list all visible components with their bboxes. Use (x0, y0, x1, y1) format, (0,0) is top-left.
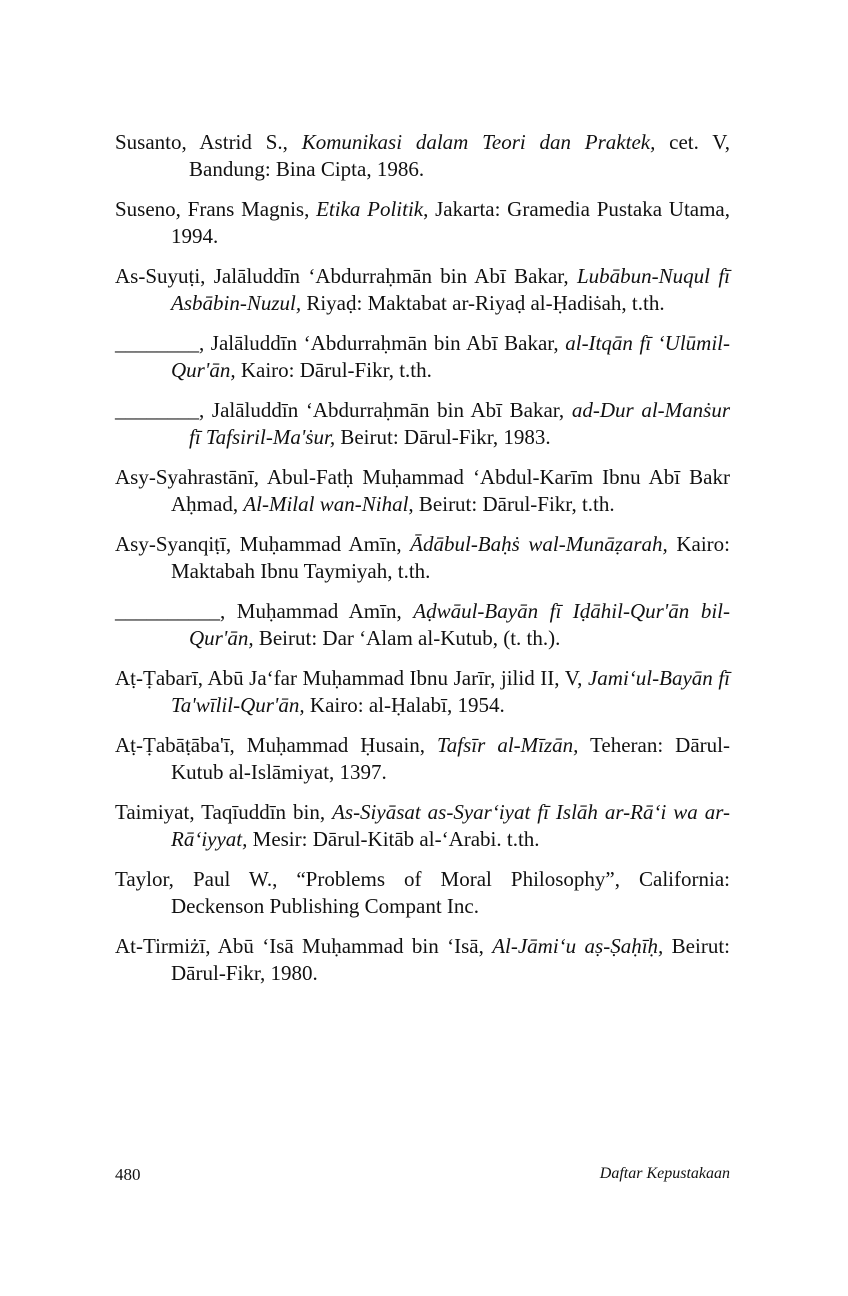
running-title: Daftar Kepustakaan (599, 1165, 730, 1182)
bibliography-entry: Asy-Syanqiṭī, Muḥammad Amīn, Ādābul-Baḥṡ wal-Munāẓarah, Kairo: Maktabah Ibnu Taymiyah, t.th. (115, 532, 730, 583)
bibliography-entry: Taylor, Paul W., “Problems of Moral Philosophy”, California: Deckenson Publishing Compant Inc. (115, 867, 730, 918)
bibliography-entry: ________, Jalāluddīn ‘Abdurraḥmān bin Abī Bakar, al-Itqān fī ‘Ulūmil-Qur'ān, Kairo: Dārul-Fikr, t.th. (115, 331, 730, 382)
bibliography-entry: Aṭ-Ṭabarī, Abū Ja‘far Muḥammad Ibnu Jarīr, jilid II, V, Jami‘ul-Bayān fī Ta'wīlil-Qur'ān, Kairo: al-Ḥalabī, 1954. (115, 666, 730, 717)
work-title: Aḍwāul-Bayān fī Iḍāhil-Qur'ān bil-Qur'ān, (189, 599, 730, 650)
bibliography-entry: Aṭ-Ṭabāṭāba'ī, Muḥammad Ḥusain, Tafsīr al-Mīzān, Teheran: Dārul-Kutub al-Islāmiyat, 1397. (115, 733, 730, 784)
work-title: As-Siyāsat as-Syar‘iyat fī Islāh ar-Rā‘i wa ar-Rā‘iyyat, (171, 800, 730, 851)
bibliography-entry: Asy-Syahrastānī, Abul-Fatḥ Muḥammad ‘Abdul-Karīm Ibnu Abī Bakr Aḥmad, Al-Milal wan-Nihal, Beirut: Dārul-Fikr, t.th. (115, 465, 730, 516)
bibliography-entry: ________, Jalāluddīn ‘Abdurraḥmān bin Abī Bakar, ad-Dur al-Manṡur fī Tafsiril-Ma'ṡur, Beirut: Dārul-Fikr, 1983. (115, 398, 730, 449)
work-title: Al-Jāmi‘u aṣ-Ṣaḥīḥ, (492, 934, 664, 958)
work-title: Lubābun-Nuqul fī Asbābin-Nuzul, (171, 264, 730, 315)
work-title: Ādābul-Baḥṡ wal-Munāẓarah, (410, 532, 668, 556)
page-number: 480 (115, 1165, 141, 1184)
work-title: Jami‘ul-Bayān fī Ta'wīlil-Qur'ān, (171, 666, 730, 717)
bibliography-list (115, 129, 730, 1000)
work-title: Etika Politik (316, 197, 424, 221)
bibliography-entry: Suseno, Frans Magnis, Etika Politik, Jakarta: Gramedia Pustaka Utama, 1994. (115, 197, 731, 248)
bibliography-entry: Taimiyat, Taqīuddīn bin, As-Siyāsat as-Syar‘iyat fī Islāh ar-Rā‘i wa ar-Rā‘iyyat, Mesir: Dārul-Kitāb al-‘Arabi. t.th. (115, 800, 730, 851)
work-title: Tafsīr al-Mīzān, (437, 733, 579, 757)
work-title: Al-Milal wan-Nihal (243, 492, 409, 516)
bibliography-entry: __________, Muḥammad Amīn, Aḍwāul-Bayān fī Iḍāhil-Qur'ān bil-Qur'ān, Beirut: Dar ‘Alam al-Kutub, (t. th.). (115, 599, 730, 650)
work-title: al-Itqān fī ‘Ulūmil-Qur'ān, (171, 331, 730, 382)
page-footer (115, 1165, 730, 1189)
work-title: ad-Dur al-Manṡur fī Tafsiril-Ma'ṡur, (189, 398, 730, 449)
bibliography-entry: At-Tirmiżī, Abū ‘Isā Muḥammad bin ‘Isā, Al-Jāmi‘u aṣ-Ṣaḥīḥ, Beirut: Dārul-Fikr, 1980. (115, 934, 730, 985)
bibliography-entry: Susanto, Astrid S., Komunikasi dalam Teori dan Praktek, cet. V, Bandung: Bina Cipta, 1986. (115, 130, 730, 181)
bibliography-entry: As-Suyuṭi, Jalāluddīn ‘Abdurraḥmān bin Abī Bakar, Lubābun-Nuqul fī Asbābin-Nuzul, Riyaḍ: Maktabat ar-Riyaḍ al-Ḥadiṡah, t.th. (115, 264, 730, 315)
work-title: Komunikasi dalam Teori dan Praktek, (301, 130, 656, 154)
